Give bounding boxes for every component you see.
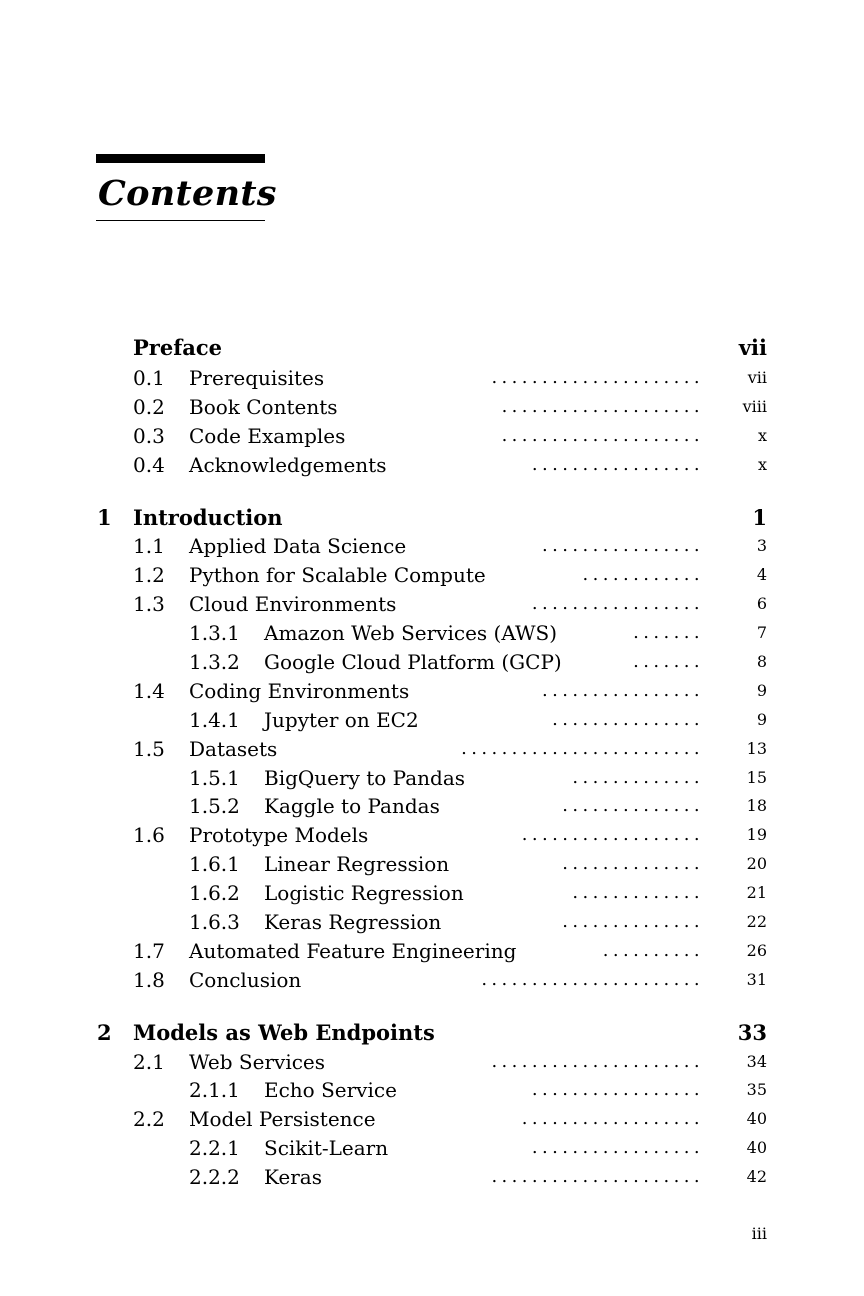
toc-entry-number: 1.5.2: [189, 794, 240, 818]
toc-entry-page: 6: [756, 594, 767, 613]
toc-entry-title: Code Examples: [189, 424, 346, 448]
toc-entry-page: 31: [746, 970, 767, 989]
toc-section-entry[interactable]: [0, 393, 864, 421]
toc-entry-number: 2.2.2: [189, 1165, 240, 1189]
toc-entry-page: 9: [756, 681, 767, 700]
toc-entry-title: Amazon Web Services (AWS): [264, 621, 558, 645]
toc-entry-number: 0.1: [133, 366, 165, 390]
toc-entry-title: Introduction: [133, 505, 283, 530]
toc-entry-title: Datasets: [189, 737, 278, 761]
toc-section-entry[interactable]: [0, 677, 864, 705]
toc-entry-number: 1.3.2: [189, 650, 240, 674]
toc-leader-dots: .................: [531, 1079, 704, 1100]
toc-entry-page: viii: [742, 397, 767, 416]
toc-entry-page: x: [757, 426, 767, 445]
toc-entry-page: 22: [746, 912, 767, 931]
toc-leader-dots: ........................: [461, 738, 704, 759]
toc-leader-dots: ..................: [521, 824, 704, 845]
toc-leader-dots: ..............: [562, 853, 704, 874]
toc-entry-title: Kaggle to Pandas: [264, 794, 440, 818]
toc-entry-title: Models as Web Endpoints: [133, 1020, 435, 1045]
toc-section-entry[interactable]: [0, 1105, 864, 1133]
toc-leader-dots: ....................: [501, 396, 704, 417]
toc-leader-dots: .................: [531, 593, 704, 614]
toc-entry-title: Conclusion: [189, 968, 302, 992]
toc-entry-page: 42: [746, 1167, 767, 1186]
toc-entry-page: 40: [746, 1138, 767, 1157]
toc-entry-number: 2.1.1: [189, 1078, 240, 1102]
toc-entry-title: Coding Environments: [189, 679, 410, 703]
toc-entry-number: 1.1: [133, 534, 165, 558]
toc-leader-dots: ....................: [501, 425, 704, 446]
toc-entry-number: 1.2: [133, 563, 165, 587]
toc-leader-dots: .......: [633, 651, 704, 672]
toc-section-entry[interactable]: [0, 1048, 864, 1076]
toc-leader-dots: .................: [531, 454, 704, 475]
toc-entry-number: 1.5: [133, 737, 165, 761]
toc-section-entry[interactable]: [0, 532, 864, 560]
toc-entry-number: 2.2.1: [189, 1136, 240, 1160]
toc-entry-number: 1.6.1: [189, 852, 240, 876]
toc-entry-title: Preface: [133, 335, 223, 360]
toc-entry-number: 1.3: [133, 592, 165, 616]
toc-entry-title: Model Persistence: [189, 1107, 376, 1131]
toc-subsection-entry[interactable]: [0, 619, 864, 647]
toc-entry-number: 2.2: [133, 1107, 165, 1131]
toc-entry-title: Keras: [264, 1165, 322, 1189]
toc-entry-page: 21: [746, 883, 767, 902]
toc-entry-title: Echo Service: [264, 1078, 397, 1102]
toc-entry-page: 19: [746, 825, 767, 844]
toc-entry-page: 18: [746, 796, 767, 815]
toc-chapter-entry[interactable]: [0, 1019, 864, 1047]
toc-entry-page: 13: [746, 739, 767, 758]
toc-leader-dots: .......: [633, 622, 704, 643]
toc-entry-page: 9: [756, 710, 767, 729]
toc-leader-dots: ..............: [562, 911, 704, 932]
toc-entry-page: 20: [746, 854, 767, 873]
toc-entry-number: 1.3.1: [189, 621, 240, 645]
toc-entry-page: vii: [738, 335, 767, 360]
toc-entry-number: 0.2: [133, 395, 165, 419]
toc-entry-title: Linear Regression: [264, 852, 450, 876]
toc-section-entry[interactable]: [0, 937, 864, 965]
toc-entry-title: Python for Scalable Compute: [189, 563, 486, 587]
toc-subsection-entry[interactable]: [0, 908, 864, 936]
toc-entry-page: vii: [747, 368, 767, 387]
toc-leader-dots: ................: [542, 535, 704, 556]
toc-section-entry[interactable]: [0, 735, 864, 763]
toc-entry-page: 3: [756, 536, 767, 555]
toc-leader-dots: ..................: [521, 1108, 704, 1129]
page-number: iii: [751, 1224, 767, 1243]
toc-subsection-entry[interactable]: [0, 706, 864, 734]
toc-entry-page: 40: [746, 1109, 767, 1128]
toc-entry-number: 1: [97, 505, 112, 530]
toc-entry-page: 7: [756, 623, 767, 642]
toc-entry-page: 15: [746, 768, 767, 787]
toc-entry-title: Jupyter on EC2: [264, 708, 419, 732]
toc-section-entry[interactable]: [0, 422, 864, 450]
title-top-rule: [96, 154, 265, 163]
toc-entry-title: Book Contents: [189, 395, 338, 419]
toc-entry-number: 1.4: [133, 679, 165, 703]
toc-leader-dots: ......................: [481, 969, 704, 990]
title-bottom-rule: [96, 220, 265, 221]
toc-leader-dots: .................: [531, 1137, 704, 1158]
toc-entry-page: 1: [752, 505, 767, 530]
toc-leader-dots: ............: [582, 564, 704, 585]
toc-entry-number: 0.4: [133, 453, 165, 477]
toc-leader-dots: .....................: [491, 367, 704, 388]
toc-subsection-entry[interactable]: [0, 879, 864, 907]
toc-section-entry[interactable]: [0, 561, 864, 589]
toc-leader-dots: .............: [572, 882, 704, 903]
toc-entry-number: 1.6.2: [189, 881, 240, 905]
toc-entry-page: 35: [746, 1080, 767, 1099]
page-title: Contents: [98, 173, 277, 214]
toc-entry-number: 1.6.3: [189, 910, 240, 934]
toc-leader-dots: ...............: [552, 709, 704, 730]
toc-entry-number: 1.8: [133, 968, 165, 992]
toc-entry-page: x: [757, 455, 767, 474]
toc-entry-title: Prototype Models: [189, 823, 369, 847]
toc-entry-page: 26: [746, 941, 767, 960]
toc-entry-page: 34: [746, 1052, 767, 1071]
toc-subsection-entry[interactable]: [0, 1163, 864, 1191]
toc-entry-page: 33: [737, 1020, 767, 1045]
toc-subsection-entry[interactable]: [0, 792, 864, 820]
toc-entry-page: 4: [756, 565, 767, 584]
toc-entry-title: Prerequisites: [189, 366, 325, 390]
toc-entry-title: Keras Regression: [264, 910, 442, 934]
toc-entry-number: 2.1: [133, 1050, 165, 1074]
toc-entry-title: Scikit-Learn: [264, 1136, 389, 1160]
toc-entry-number: 0.3: [133, 424, 165, 448]
toc-entry-title: Google Cloud Platform (GCP): [264, 650, 562, 674]
toc-subsection-entry[interactable]: [0, 764, 864, 792]
toc-subsection-entry[interactable]: [0, 850, 864, 878]
toc-entry-title: Acknowledgements: [189, 453, 387, 477]
toc-leader-dots: .....................: [491, 1051, 704, 1072]
toc-chapter-entry[interactable]: [0, 504, 864, 532]
toc-section-entry[interactable]: [0, 364, 864, 392]
toc-leader-dots: ................: [542, 680, 704, 701]
toc-subsection-entry[interactable]: [0, 1076, 864, 1104]
toc-section-entry[interactable]: [0, 966, 864, 994]
toc-section-entry[interactable]: [0, 821, 864, 849]
toc-leader-dots: .............: [572, 767, 704, 788]
toc-entry-title: Automated Feature Engineering: [189, 939, 517, 963]
toc-entry-title: Logistic Regression: [264, 881, 464, 905]
toc-entry-number: 2: [97, 1020, 112, 1045]
toc-entry-page: 8: [756, 652, 767, 671]
toc-section-entry[interactable]: [0, 451, 864, 479]
toc-leader-dots: ..............: [562, 795, 704, 816]
toc-entry-title: Cloud Environments: [189, 592, 397, 616]
toc-subsection-entry[interactable]: [0, 648, 864, 676]
toc-entry-title: Applied Data Science: [189, 534, 407, 558]
toc-chapter-entry[interactable]: [0, 334, 864, 362]
toc-entry-number: 1.7: [133, 939, 165, 963]
toc-entry-number: 1.6: [133, 823, 165, 847]
toc-entry-title: BigQuery to Pandas: [264, 766, 466, 790]
toc-leader-dots: .....................: [491, 1166, 704, 1187]
toc-leader-dots: ..........: [602, 940, 704, 961]
toc-section-entry[interactable]: [0, 590, 864, 618]
toc-subsection-entry[interactable]: [0, 1134, 864, 1162]
toc-entry-number: 1.4.1: [189, 708, 240, 732]
toc-entry-title: Web Services: [189, 1050, 326, 1074]
toc-entry-number: 1.5.1: [189, 766, 240, 790]
